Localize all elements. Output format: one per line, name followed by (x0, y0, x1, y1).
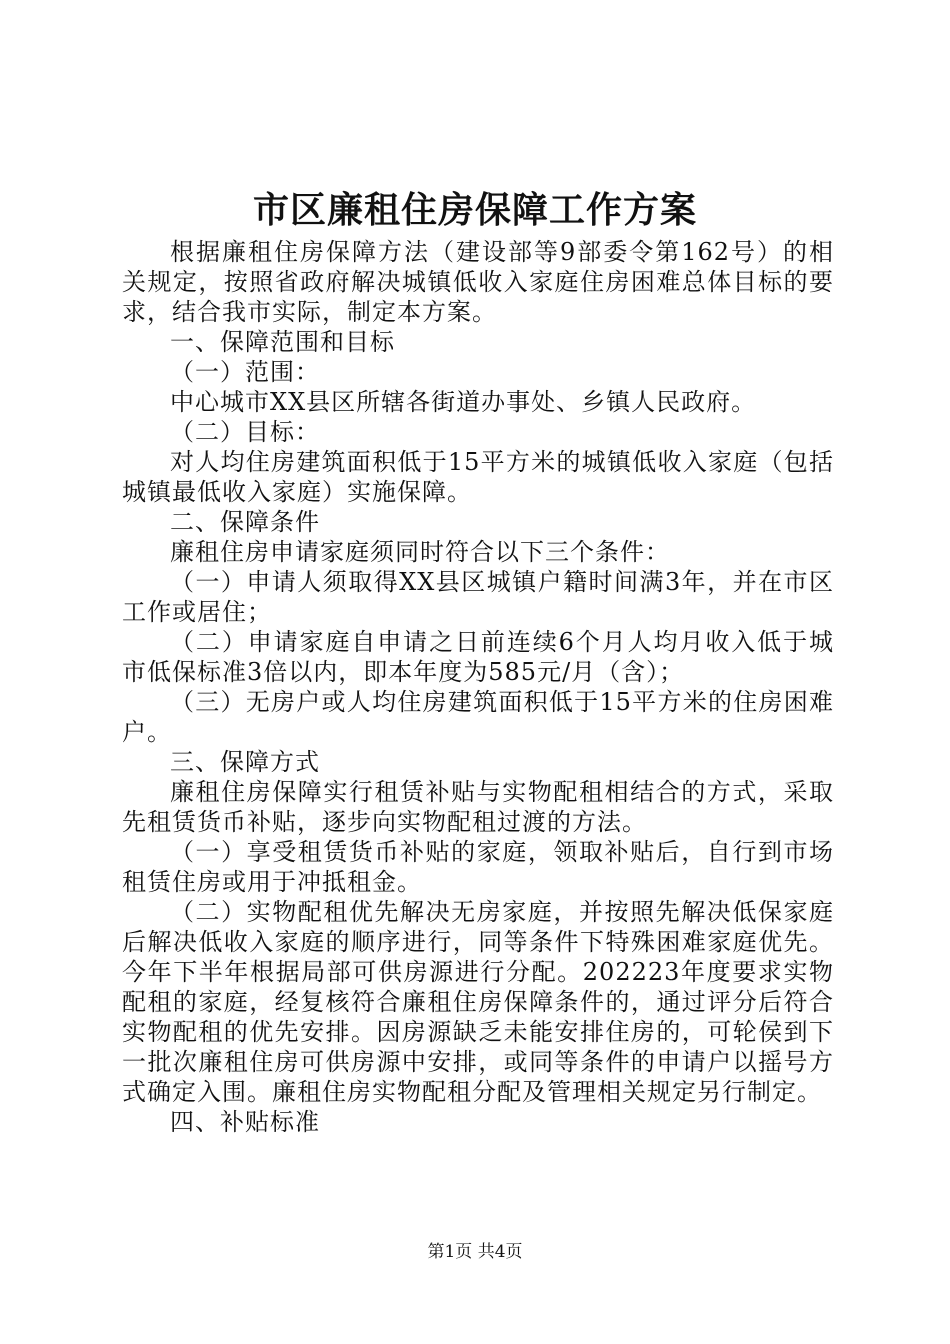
section-heading-2: 二、保障条件 (170, 508, 320, 536)
paragraph-conditions-intro: 廉租住房申请家庭须同时符合以下三个条件： (170, 538, 670, 566)
subheading-scope: （一）范围： (170, 358, 320, 386)
paragraph-intro: 根据廉租住房保障方法（建设部等9部委令第162号）的相关规定，按照省政府解决城镇低收入家庭住房困难总体目标的要求，结合我市实际，制定本方案。 (122, 238, 834, 326)
subheading-target: （二）目标： (170, 418, 320, 446)
paragraph-condition-2: （二）申请家庭自申请之日前连续6个月人均月收入低于城市低保标准3倍以内，即本年度为585元/月（含）； (122, 628, 834, 686)
section-heading-1: 一、保障范围和目标 (170, 328, 395, 356)
section-heading-4: 四、补贴标准 (170, 1108, 320, 1136)
paragraph-condition-3: （三）无房户或人均住房建筑面积低于15平方米的住房困难户。 (122, 688, 834, 746)
paragraph-method-2: （二）实物配租优先解决无房家庭，并按照先解决低保家庭后解决低收入家庭的顺序进行，同等条件下特殊困难家庭优先。今年下半年根据局部可供房源进行分配。202223年度要求实物配租的家庭，经复核符合廉租住房保障条件的，通过评分后符合实物配租的优先安排。因房源缺乏未能安排住房的，可轮侯到下一批次廉租住房可供房源中安排，或同等条件的申请户以摇号方式确定入围。廉租住房实物配租分配及管理相关规定另行制定。 (122, 898, 834, 1106)
document-body (122, 237, 834, 1137)
paragraph-condition-1: （一）申请人须取得XX县区城镇户籍时间满3年，并在市区工作或居住； (122, 568, 834, 626)
section-heading-3: 三、保障方式 (170, 748, 320, 776)
paragraph-scope: 中心城市XX县区所辖各街道办事处、乡镇人民政府。 (170, 388, 757, 416)
paragraph-methods-intro: 廉租住房保障实行租赁补贴与实物配租相结合的方式，采取先租赁货币补贴，逐步向实物配租过渡的方法。 (122, 778, 834, 836)
paragraph-method-1: （一）享受租赁货币补贴的家庭，领取补贴后，自行到市场租赁住房或用于冲抵租金。 (122, 838, 834, 896)
page-number: 第1页 共4页 (427, 1242, 523, 1262)
document-title: 市区廉租住房保障工作方案 (252, 189, 697, 231)
paragraph-target: 对人均住房建筑面积低于15平方米的城镇低收入家庭（包括城镇最低收入家庭）实施保障。 (122, 448, 834, 506)
